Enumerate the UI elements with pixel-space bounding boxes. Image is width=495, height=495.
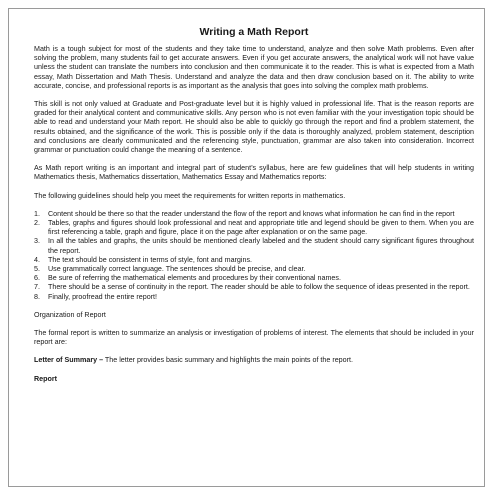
list-item xyxy=(34,237,474,255)
list-item-text: There should be a sense of continuity in the report. The reader should be able to follow the sequence of ideas presented in the report. xyxy=(48,283,470,292)
list-item xyxy=(34,265,474,274)
list-item-text: In all the tables and graphs, the units should be mentioned clearly labeled and the student should carry significant figures throughout the report. xyxy=(48,237,474,255)
report-heading: Report xyxy=(34,374,58,383)
document-content xyxy=(34,26,474,393)
list-item xyxy=(34,274,474,283)
list-item-number: 3. xyxy=(34,237,40,246)
letter-of-summary-paragraph xyxy=(34,356,474,365)
letter-of-summary-text: The letter provides basic summary and highlights the main points of the report. xyxy=(103,356,353,365)
guidelines-lead-paragraph: The following guidelines should help you meet the requirements for written reports in mathematics. xyxy=(34,191,346,200)
list-item-text: Use grammatically correct language. The sentences should be precise, and clear. xyxy=(48,265,306,274)
list-item xyxy=(34,293,474,302)
letter-of-summary-label: Letter of Summary – xyxy=(34,356,104,365)
organization-heading: Organization of Report xyxy=(34,310,106,319)
skill-paragraph: This skill is not only valued at Graduate and Post-graduate level but it is highly valued in professional life. That is the reason reports are graded for their analytical content and communicative skills. Any person who is not even familiar with the your investigation topic should be able to read and understand your Math report. He should also be able to quickly go through the report and find a problem statement, the results obtained, and the significance of the work. This is possible only if the data is thoroughly analyzed, problem statement, description and conclusions are clearly communicated and the referencing style, punctuation, grammar are also taken into consideration. Incorrect grammar or punctuation could change the meaning of a sentence. xyxy=(34,100,474,155)
list-item-number: 7. xyxy=(34,283,40,292)
guidelines-list xyxy=(34,210,474,302)
intro-paragraph: Math is a tough subject for most of the students and they take time to understand, analyze and then solve Math problems. Even after solving the problem, many students fail to get accurate answers. Even if you get accurate answers, the analytical work will not have value unless the student can translate the numbers into conclusion and then communicate it to the reader. This is what is expected from a Math essay, Math Dissertation and Math Thesis. Understand and analyze the data and then draw conclusion based on it. The ability to write accurate, concise, and professional reports is as important as the analysis that goes into solving the complex math problems. xyxy=(34,45,474,90)
list-item-number: 2. xyxy=(34,219,40,228)
list-item-text: Content should be there so that the reader understand the flow of the report and knows what information he can find in the report xyxy=(48,209,455,218)
list-item-number: 8. xyxy=(34,292,40,301)
list-item-text: Finally, proofread the entire report! xyxy=(48,292,158,301)
organization-paragraph: The formal report is written to summarize an analysis or investigation of problems of interest. The elements that should be included in your report are: xyxy=(34,329,474,347)
document-page xyxy=(8,8,485,487)
list-item-text: Be sure of referring the mathematical elements and procedures by their conventional names. xyxy=(48,274,341,283)
guidelines-intro-paragraph: As Math report writing is an important and integral part of student’s syllabus, here are few guidelines that will help students in writing Mathematics thesis, Mathematics dissertation, Mathematics Essay and Mathematics reports: xyxy=(34,164,474,182)
list-item-number: 4. xyxy=(34,255,40,264)
list-item xyxy=(34,210,474,219)
list-item xyxy=(34,283,474,292)
list-item-text: The text should be consistent in terms of style, font and margins. xyxy=(48,255,253,264)
list-item xyxy=(34,256,474,265)
list-item-number: 6. xyxy=(34,274,40,283)
list-item-number: 5. xyxy=(34,265,40,274)
page-title: Writing a Math Report xyxy=(199,26,309,38)
list-item-text: Tables, graphs and figures should look professional and neat and appropriate title and legend should be given to them. When you are first referencing a table, graph and figure, place it on the page after explanation or on the same page. xyxy=(48,219,474,237)
list-item-number: 1. xyxy=(34,209,40,218)
list-item xyxy=(34,219,474,237)
